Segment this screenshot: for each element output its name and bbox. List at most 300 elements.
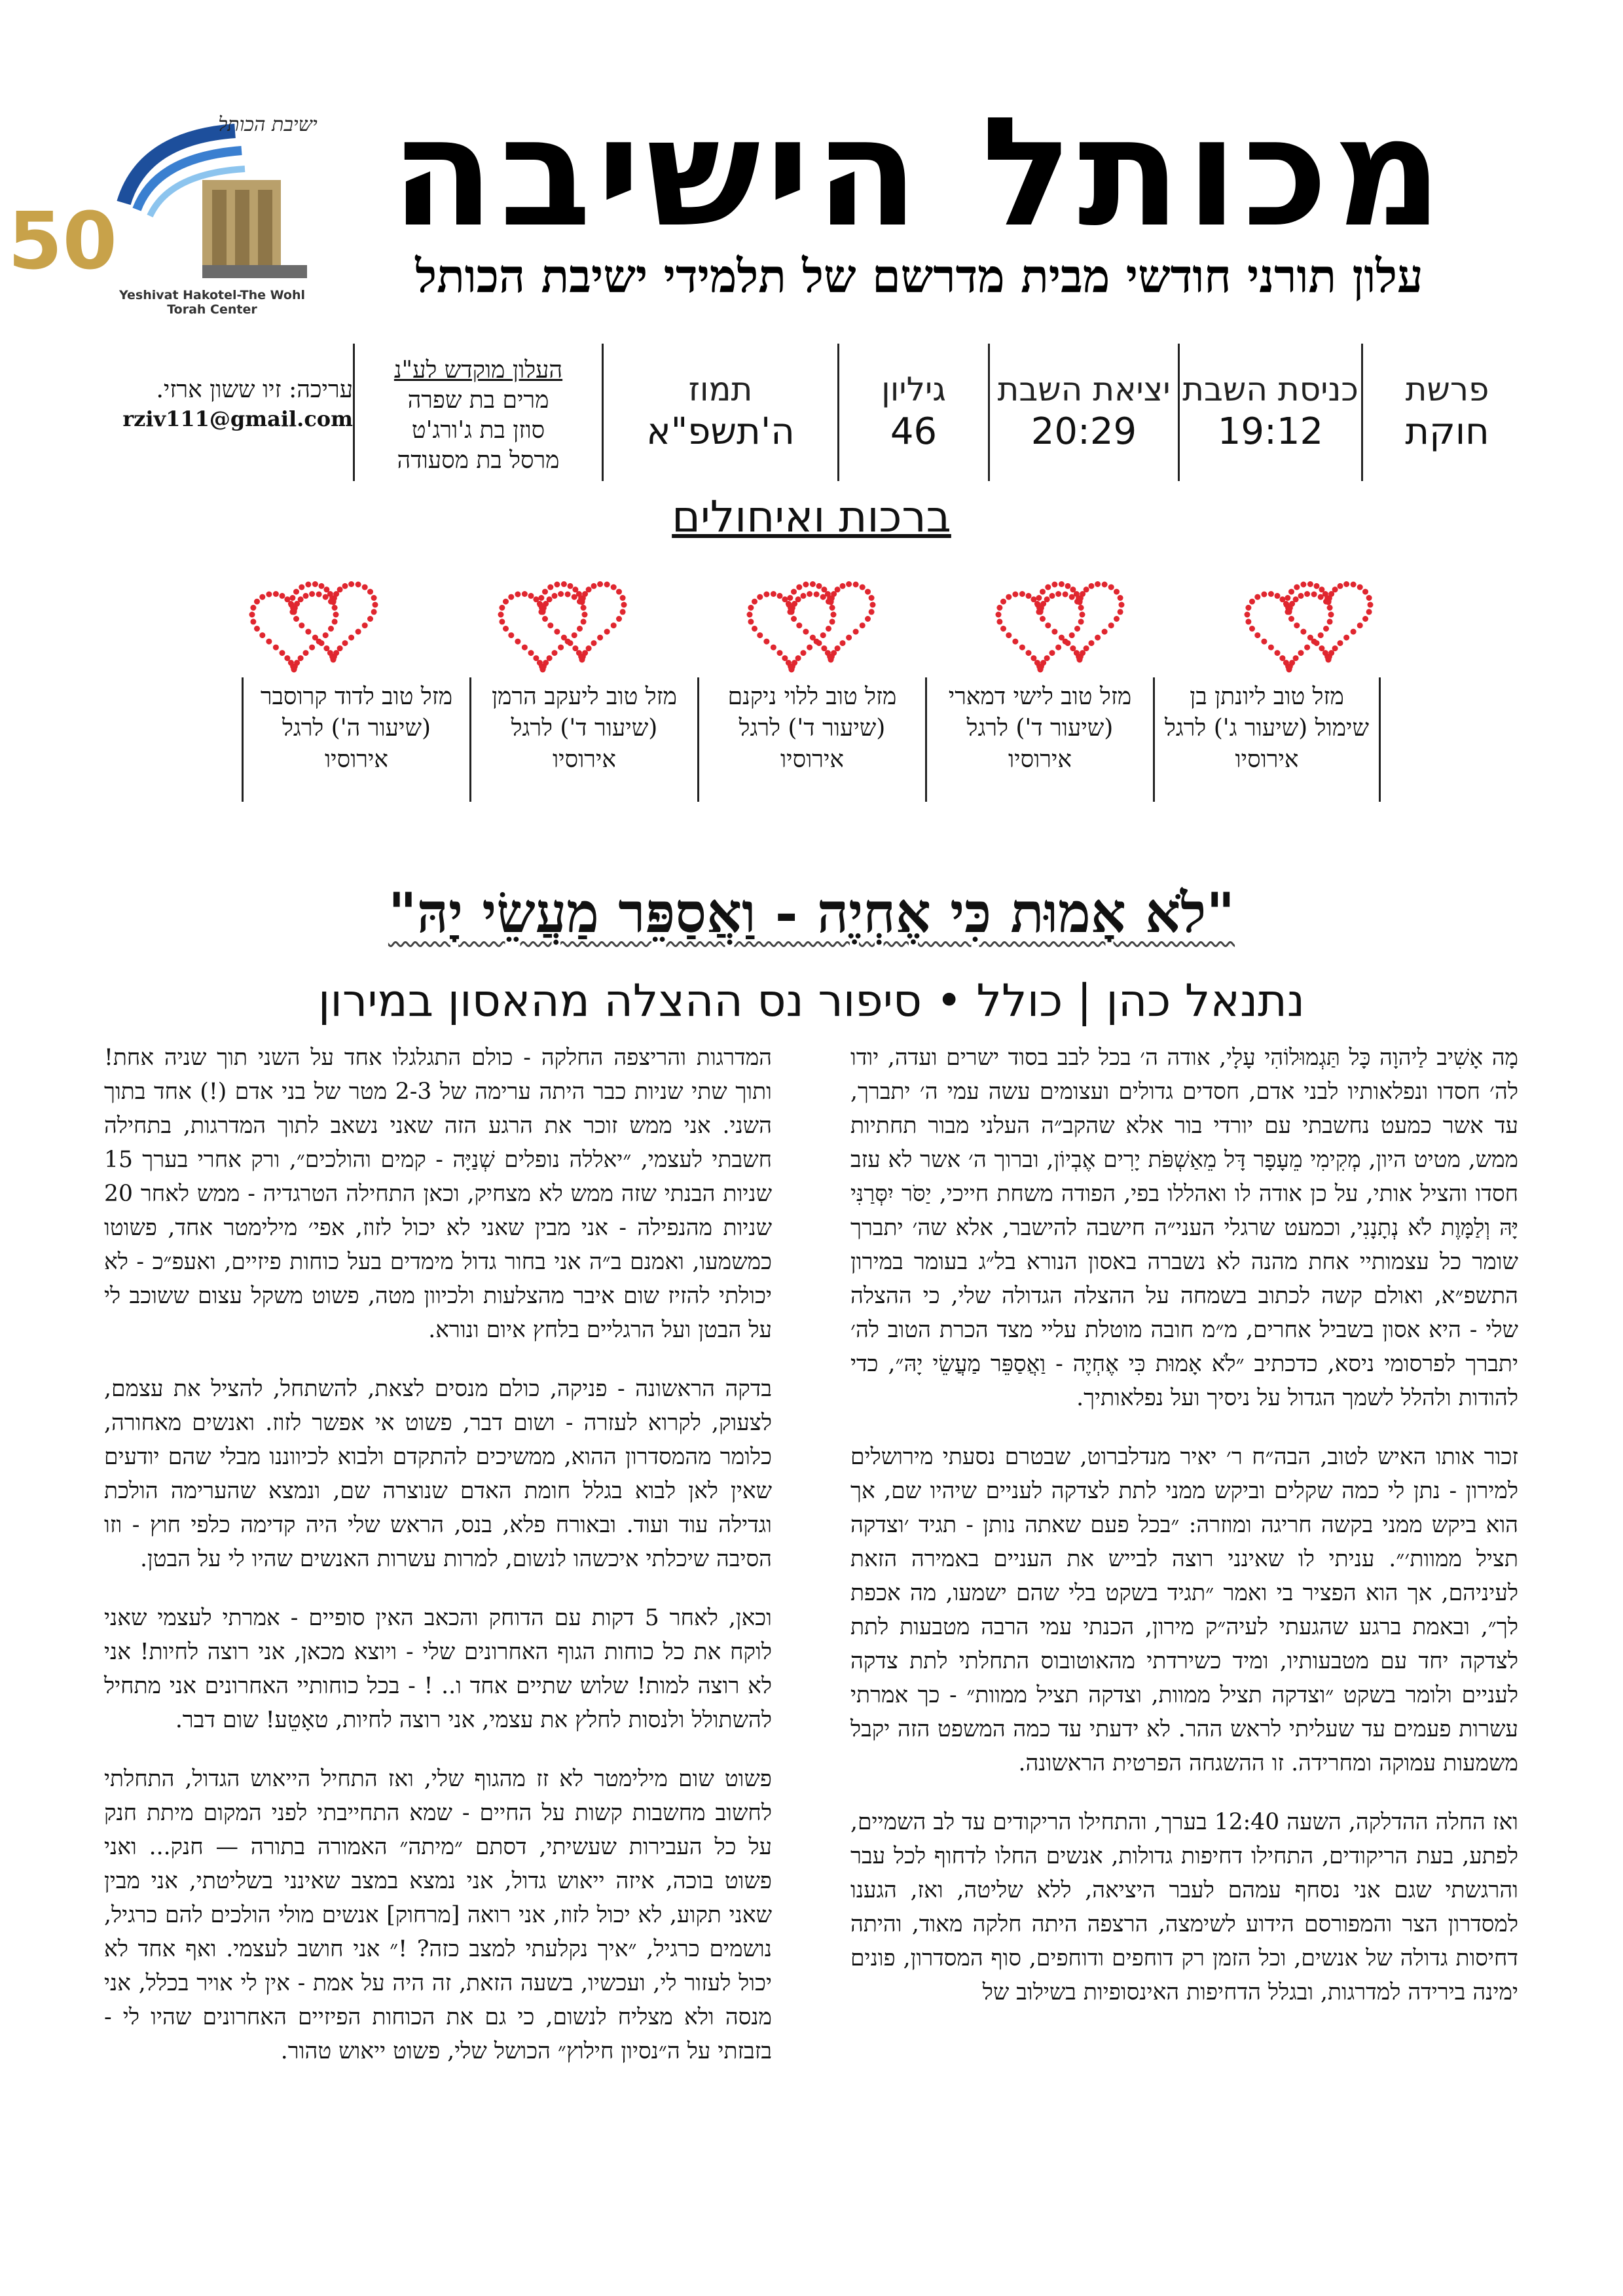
heart-dot xyxy=(288,660,294,666)
heart-dot xyxy=(616,589,622,595)
heart-dot xyxy=(1030,655,1036,661)
heart-dot xyxy=(577,626,583,632)
heart-dot xyxy=(554,582,560,588)
heart-dot xyxy=(1268,645,1274,651)
heart-dot xyxy=(568,583,574,589)
heart-dot xyxy=(1314,583,1320,589)
heart-dot xyxy=(1036,609,1042,615)
heart-dot xyxy=(293,616,299,622)
heart-dot xyxy=(312,581,318,587)
heart-dot xyxy=(1245,605,1251,611)
heart-dot xyxy=(1108,622,1114,628)
heart-dot xyxy=(552,650,558,656)
heart-dot xyxy=(621,602,627,608)
heart-dot xyxy=(996,619,1002,624)
heart-dot xyxy=(996,605,1002,611)
heart-dot xyxy=(870,602,876,608)
heart-dot xyxy=(1314,640,1320,646)
heart-dot xyxy=(342,640,348,646)
heart-dot xyxy=(1051,629,1057,635)
shabbat-start-time: 19:12 xyxy=(1217,410,1324,453)
heart-dot xyxy=(1362,616,1368,622)
year-value: ה'תשפ"א xyxy=(646,410,795,453)
heart-dot xyxy=(547,596,553,602)
heart-dot xyxy=(1074,626,1080,632)
heart-dot xyxy=(1044,596,1050,602)
heart-dot xyxy=(1307,635,1313,641)
heart-dot xyxy=(795,596,801,602)
heart-dot xyxy=(1108,584,1114,590)
double-heart-icon xyxy=(490,563,634,681)
heart-dot xyxy=(787,595,793,601)
heart-dot xyxy=(611,622,617,628)
heart-dot xyxy=(581,619,587,624)
double-heart-icon xyxy=(242,563,386,681)
article-title xyxy=(0,877,1623,949)
hearts-row xyxy=(242,563,1381,681)
heart-dot xyxy=(1362,589,1368,595)
heart-dot xyxy=(1325,598,1331,604)
heart-dot xyxy=(860,584,866,590)
heart-dot xyxy=(522,645,528,651)
heart-dot xyxy=(1119,602,1125,608)
month-label: תמוז xyxy=(688,370,753,408)
heart-dot xyxy=(1284,602,1290,608)
heart-dot xyxy=(1055,591,1061,597)
heart-dot xyxy=(1095,635,1101,641)
heart-dot xyxy=(1063,592,1068,598)
heart-dot xyxy=(1275,593,1281,599)
blessings-row xyxy=(242,677,1381,802)
heart-dot xyxy=(1338,640,1343,646)
heart-dot xyxy=(763,639,769,645)
heart-dot xyxy=(1368,602,1374,608)
heart-dot xyxy=(591,640,597,646)
heart-dot xyxy=(846,581,852,587)
heart-dot xyxy=(568,640,574,646)
article-title-text: "לֹא אָמוּת כִּי אֶחְיֶה - וַאֲסַפֵּר מַעֲשֵׂי יָהּ" xyxy=(388,880,1235,945)
heart-dot xyxy=(830,619,835,624)
heart-dot xyxy=(1288,589,1294,595)
heart-dot xyxy=(786,660,792,666)
heart-dot xyxy=(786,602,792,608)
heart-dot xyxy=(1065,583,1071,589)
heart-dot xyxy=(538,602,543,608)
heart-dot xyxy=(835,586,841,592)
issue-info-row xyxy=(91,344,1531,481)
shabbat-start-label: כניסת השבת xyxy=(1182,370,1359,408)
heart-dot xyxy=(323,645,329,651)
heart-dot xyxy=(1332,645,1338,651)
heart-dot xyxy=(330,598,336,604)
heart-dot xyxy=(547,584,553,590)
heart-dot xyxy=(303,593,309,599)
heart-dot xyxy=(801,650,807,656)
heart-dot xyxy=(327,650,333,656)
heart-dot xyxy=(565,592,571,598)
double-heart-icon xyxy=(1237,563,1381,681)
heart-dot xyxy=(814,592,820,598)
heart-dot xyxy=(748,605,754,611)
heart-dot xyxy=(371,609,377,615)
heart-dot xyxy=(1293,596,1299,602)
heart-dot xyxy=(515,592,520,598)
heart-dot xyxy=(581,605,587,611)
heart-dot xyxy=(1045,584,1051,590)
heart-dot xyxy=(840,640,846,646)
blessing-item: מזל טוב ליעקב הרמן (שיעור ד') לרגל אירוסיו xyxy=(469,677,697,802)
heart-dot xyxy=(579,598,585,604)
dedication-title: העלון מוקדש לע"נ xyxy=(393,357,563,384)
heart-dot xyxy=(1298,593,1304,599)
heart-dot xyxy=(1319,645,1324,651)
double-heart-icon xyxy=(988,563,1132,681)
heart-dot xyxy=(620,595,626,601)
article-column-left xyxy=(104,1041,772,2093)
editor-cell xyxy=(91,344,353,481)
heart-dot xyxy=(558,645,564,651)
heart-dot xyxy=(757,594,763,600)
issue-number-cell xyxy=(837,344,988,481)
heart-dot xyxy=(763,592,769,598)
heart-dot xyxy=(1012,592,1018,598)
heart-dot xyxy=(582,612,588,618)
heart-dot xyxy=(337,586,343,592)
heart-dot xyxy=(1035,602,1041,608)
heart-dot xyxy=(1288,616,1294,622)
editor-name: עריכה: זיו ששון ארזי. xyxy=(156,376,353,403)
heart-dot xyxy=(860,622,866,628)
heart-dot xyxy=(319,640,325,646)
heart-dot xyxy=(499,619,505,624)
article-paragraph: פשוט שום מילימטר לא זז מהגוף שלי, ואז התחיל הייאוש הגדול, התחלתי לחשוב מחשבות קשות על החיים - שמא התחייבתי לפני המקום מיתת חנק על כל העבירות שעשיתי, דסתם ״מיתה״ האמורה בתורה — חנק... ואני פשוט בוכה, איזה ייאוש גדול, אני נמצא במצב שאינני בשליטתי, אני מבין שאני תקוע, לא יכול לזוז, אני רואה [מרחוק] אנשים מולי הולכים להם כרגיל, נושמים כרגיל, ״איך נקלעתי למצב כזה? !״ אני חושב לעצמי. ואף אחד לא יכול לעזור לי, ועכשיו, בשעה הזאת, זה היה על אמת - אין לי אויר בכלל, אני מנסה ולא מצליח לנשום, כי גם את הכוחות הפיזיים האחרונים שהיו לי - בזבזתי על ה״נסיון חילוץ״ הכושל שלי, פשוט ייאוש טהור. xyxy=(104,1766,772,2064)
heart-dot xyxy=(869,595,875,601)
heart-dot xyxy=(801,593,807,599)
heart-dot xyxy=(280,593,285,599)
heart-dot xyxy=(373,602,378,608)
heart-dot xyxy=(1065,640,1071,646)
shabbat-end-label: יציאת השבת xyxy=(997,370,1171,408)
heart-dot xyxy=(1332,586,1338,592)
heart-dot xyxy=(266,592,272,598)
heart-dot xyxy=(1051,582,1057,588)
heart-dot xyxy=(348,581,354,587)
heart-dot xyxy=(538,609,544,615)
heart-dot xyxy=(1327,619,1333,624)
blessing-item: מזל טוב לדוד קרוסבר (שיעור ה') לרגל אירוסיו xyxy=(242,677,469,802)
issue-number-label: גיליון xyxy=(881,370,946,408)
heart-dot xyxy=(1307,581,1313,587)
heart-dot xyxy=(787,609,793,615)
heart-dot xyxy=(1078,605,1084,611)
heart-dot xyxy=(309,591,315,597)
heart-dot xyxy=(1245,612,1250,618)
heart-dot xyxy=(1045,622,1051,628)
heart-dot xyxy=(280,650,285,656)
heart-dot xyxy=(771,591,776,597)
heart-dot xyxy=(1044,655,1050,661)
heart-dot xyxy=(1343,635,1349,641)
article-column-right xyxy=(850,1041,1518,2034)
heart-dot xyxy=(498,612,504,618)
heart-dot xyxy=(1304,591,1310,597)
heart-dot xyxy=(305,582,311,588)
heart-dot xyxy=(865,616,871,622)
heart-dot xyxy=(1084,586,1089,592)
dedication-name: מרים בת שפרה xyxy=(407,387,549,414)
heart-dot xyxy=(807,591,812,597)
parsha-value: חוקת xyxy=(1405,410,1489,453)
blessing-item: מזל טוב לישי דמארי (שיעור ד') לרגל אירוסיו xyxy=(925,677,1153,802)
heart-dot xyxy=(1102,582,1108,588)
heart-dot xyxy=(810,635,816,641)
masthead xyxy=(8,86,1518,317)
heart-dot xyxy=(1049,593,1055,599)
heart-dot xyxy=(1026,593,1032,599)
heart-dot xyxy=(1261,639,1267,645)
heart-dot xyxy=(752,599,757,605)
heart-dot xyxy=(1245,619,1251,624)
heart-dot xyxy=(371,595,377,601)
heart-dot xyxy=(1026,650,1032,656)
heart-dot xyxy=(554,629,560,635)
heart-dot xyxy=(273,591,279,597)
article-paragraph: ואז החלה ההדלקה, השעה 12:40 בערך, והתחילו הריקודים עד לב השמיים, לפתע, בעת הריקודים, התחילו דחיפות גדולות, אנשים החלו לדחוף לכל עבר והרגשתי שגם אני נסחף עמהם לעבר היציאה, ללא שליטה, ואז, הגענו למסדרון הצר והמפורסם הידוע לשימצה, הרצפה היתה חלקה מאוד, והיתה דחיסות גדולה של אנשים, וכל הזמן רק דוחפים ודוחפים, סוף המסדרון, פונים ימינה בירידה למדרגות, ובגלל הדחיפות האינסופיות בשילוב של xyxy=(850,1809,1519,2005)
double-heart-icon xyxy=(739,563,883,681)
heart-dot xyxy=(757,632,763,638)
heart-dot xyxy=(299,584,304,590)
heart-dot xyxy=(273,645,279,651)
heart-dot xyxy=(771,645,776,651)
heart-dot xyxy=(821,645,827,651)
article-byline: נתנאל כהן | כולל • סיפור נס ההצלה מהאסון במירון xyxy=(318,975,1305,1027)
heart-dot xyxy=(820,632,826,638)
heart-dot xyxy=(305,629,311,635)
heart-dot xyxy=(289,602,295,608)
heart-dot xyxy=(1059,635,1065,641)
heart-dot xyxy=(1006,594,1012,600)
heart-dot xyxy=(747,612,753,618)
heart-dot xyxy=(1322,650,1328,656)
heart-dot xyxy=(1357,584,1363,590)
heart-dot xyxy=(831,612,837,618)
heart-dot xyxy=(254,599,260,605)
dedication-name: סוזן בת ג'ורג'ט xyxy=(411,417,545,444)
heart-dot xyxy=(1249,599,1255,605)
heart-dot xyxy=(1089,583,1095,589)
heart-dot xyxy=(1080,612,1085,618)
heart-dot xyxy=(586,645,592,651)
heart-dot xyxy=(299,622,304,628)
heart-dot xyxy=(1275,650,1281,656)
blessing-item: מזל טוב ללוי ניקנם (שיעור ד') לרגל אירוסיו xyxy=(697,677,925,802)
heart-dot xyxy=(298,596,304,602)
heart-dot xyxy=(1036,595,1042,601)
shabbat-start-cell xyxy=(1178,344,1361,481)
heart-dot xyxy=(1019,645,1025,651)
heart-dot xyxy=(266,639,272,645)
heart-dot xyxy=(846,635,852,641)
heart-dot xyxy=(572,645,578,651)
heart-dot xyxy=(558,591,564,597)
heart-dot xyxy=(1318,632,1324,638)
heart-dot xyxy=(591,583,597,589)
heart-dot xyxy=(1357,622,1363,628)
heart-dot xyxy=(1323,626,1329,632)
heart-dot xyxy=(289,609,295,615)
heart-dot xyxy=(1351,629,1357,635)
heart-dot xyxy=(828,598,833,604)
heart-dot xyxy=(332,619,338,624)
heart-dot xyxy=(1298,650,1304,656)
heart-dot xyxy=(1311,592,1317,598)
heart-dot xyxy=(1084,645,1089,651)
heart-dot xyxy=(1249,626,1255,632)
heart-dot xyxy=(791,589,797,595)
blessings-title: ברכות ואיחולים xyxy=(672,492,951,542)
heart-dot xyxy=(1074,650,1080,656)
heart-dot xyxy=(515,639,520,645)
heart-dot xyxy=(293,589,299,595)
heart-dot xyxy=(1118,595,1123,601)
heart-dot xyxy=(1283,660,1289,666)
dedication-cell xyxy=(353,344,602,481)
heart-dot xyxy=(1012,639,1018,645)
heart-dot xyxy=(782,655,788,661)
heart-dot xyxy=(1304,645,1310,651)
heart-dot xyxy=(309,645,315,651)
heart-dot xyxy=(1078,619,1084,624)
heart-dot xyxy=(1040,589,1046,595)
heart-dot xyxy=(1268,591,1274,597)
heart-dot xyxy=(367,589,373,595)
heart-dot xyxy=(825,650,831,656)
logo-graphic-icon xyxy=(8,105,318,295)
heart-dot xyxy=(323,632,329,638)
heart-dot xyxy=(499,605,505,611)
heart-dot xyxy=(254,626,260,632)
heart-dot xyxy=(1114,616,1120,622)
heart-dot xyxy=(342,583,348,589)
heart-dot xyxy=(259,594,265,600)
heart-dot xyxy=(547,622,553,628)
heart-dot xyxy=(537,660,543,666)
heart-dot xyxy=(826,626,831,632)
heart-dot xyxy=(362,622,368,628)
parsha-label: פרשת xyxy=(1405,370,1489,408)
heart-dot xyxy=(528,650,534,656)
heart-dot xyxy=(1279,655,1285,661)
heart-dot xyxy=(1261,592,1267,598)
heart-dot xyxy=(1285,595,1290,601)
heart-dot xyxy=(611,584,617,590)
heart-dot xyxy=(249,612,255,618)
heart-dot xyxy=(1366,595,1372,601)
heart-dot xyxy=(561,635,567,641)
heart-dot xyxy=(1328,612,1334,618)
heart-dot xyxy=(312,635,318,641)
heart-dot xyxy=(289,595,295,601)
heart-dot xyxy=(503,599,509,605)
heart-dot xyxy=(1089,640,1095,646)
article-paragraph: בדקה הראשונה - פניקה, כולם מנסים לצאת, להשתחל, להציל את עצמם, לצעוק, לקרוא לעזרה - ושום דבר, פשוט אי אפשר לזוז. ואנשים מאחורה, כלומר מהמסדרון ההוא, ממשיכים להתקדם ולבוא לכיווננו מבלי שהם יודעים שאין לאן לבוא בגלל חומת האדם שנוצרה שם, ונמצא שהערימה הולכת וגדילה עוד ועוד. ובאורח פלא, בנס, הראש שלי היה קדימה כלפי חוץ - וזו הסיבה שיכלתי איכשהו לנשום, למרות עשרות האנשים שהיו לי על הבטן. xyxy=(104,1376,773,1572)
newsletter-title: מכותל הישיבה xyxy=(390,86,1448,260)
heart-dot xyxy=(597,635,603,641)
heart-dot xyxy=(1000,626,1006,632)
heart-dot xyxy=(522,591,528,597)
heart-dot xyxy=(996,612,1002,618)
heart-dot xyxy=(853,582,859,588)
shabbat-end-cell xyxy=(988,344,1178,481)
heart-dot xyxy=(528,593,534,599)
heart-dot xyxy=(796,584,802,590)
heart-dot xyxy=(1019,591,1025,597)
heart-dot xyxy=(791,616,797,622)
heart-dot xyxy=(777,593,783,599)
heart-dot xyxy=(807,645,812,651)
heart-dot xyxy=(869,609,875,615)
heart-dot xyxy=(547,655,553,661)
heart-dot xyxy=(303,650,309,656)
heart-dot xyxy=(1351,582,1357,588)
article-paragraph: זכור אותו האיש לטוב, הבה״ח ר׳ יאיר מנדלברוט, שבטרם נסעתי מירושלים למירון - נתן לי כמה שקלים וביקש ממני לתת לצדקה לעניים שיהיו שם, אך הוא ביקש ממני בקשה חריגה ומוזרה: ״בכל פעם שאתה נותן - תגיד ׳וצדקה תציל ממוות׳״. עניתי לו שאינני רוצה לבייש את העניים באמירה הזאת לעיניהם, אך הוא הפציר בי ואמר ״תגיד בשקט בלי שהם ישמעו, מה אכפת לך״, ובאמת ברגע שהגעתי לעיה״ק מירון, הכנתי עמי הרבה מטבעות לתת לצדקה יחד עם מטבעותיו, ומיד כשירדתי מהאוטובוס התחלתי לתת צדקה לעניים ולומר בשקט ״וצדקה תציל ממוות, וצדקה תציל ממוות״ - כך אמרתי עשרות פעמים עד שעליתי לראש ההר. לא ידעתי עד כמה המשפט הזה יקבל משמעות עמוקה ומחרידה. זו ההשגחה הפרטית הראשונה. xyxy=(850,1444,1518,1776)
heart-dot xyxy=(1095,581,1101,587)
heart-dot xyxy=(1102,629,1108,635)
heart-dot xyxy=(1000,599,1006,605)
heart-dot xyxy=(586,586,592,592)
heart-dot xyxy=(616,616,622,622)
heart-dot xyxy=(362,584,368,590)
heart-dot xyxy=(1069,632,1075,638)
logo-caption: Yeshivat Hakotel-The Wohl Torah Center xyxy=(119,288,305,317)
heart-dot xyxy=(835,645,841,651)
heart-dot xyxy=(298,655,304,661)
heart-dot xyxy=(250,619,256,624)
heart-dot xyxy=(796,622,802,628)
article-paragraph: מָה אָשִׁיב לַיהוָה כָּל תַּגְמוּלוֹהִי עָלָי, אודה ה׳ בכל לבב בסוד ישרים ועדה, יודו לה׳ חסדו ונפלאותיו לבני אדם, חסדים גדולים ועצומים עשה עמי ה׳ יתברך, עד אשר כמעט נחשבתי עם יורדי בור אלא שהקב״ה העלני מבור תחתיות ממש, מטיט היון, מְקִימִי מֵעָפָר דָּל מֵאַשְׁפֹּת יָרִים אֶבְיוֹן, וברוך ה׳ אשר לא עזב חסדו והציל אותי, על כן אודה לו ואהללו בפי, הפודה משחת חייכי, יַסֹּר יִסְּרַנִּי יָּהּ וְלַמָּוֶת לֹא נְתָנָנִי, וכמעט שרגלי העני״ה חישבה להישבר, אלא שה׳ יתברך שומר כל עצמותיי אחת מהנה לא נשברה באסון הנורא בל״ג בעומר במירון התשפ״א, ואולם קשה לכתוב בשמחה על ההצלה הגדולה שלי, כי ההצלה שלי - היא אסון בשביל אחרים, מ״מ חובה מוטלת עליי מצד הכרת הטוב לה׳ יתברך לפרסומי ניסא, כדכתיב ״לֹא אָמוּת כִּי אֶחְיֶה - וַאֲסַפֵּר מַעֲשֵׂי יָהּ״, כדי להודות ולהלל לשמך הגדול על ניסיך ועל נפלאותיך. xyxy=(850,1045,1518,1411)
shabbat-end-time: 20:29 xyxy=(1030,410,1137,453)
heart-dot xyxy=(803,629,809,635)
heart-dot xyxy=(830,605,835,611)
heart-dot xyxy=(604,629,610,635)
editor-email[interactable]: rziv111@gmail.com xyxy=(122,406,353,431)
issue-number: 46 xyxy=(890,410,938,453)
heart-dot xyxy=(1294,584,1300,590)
heart-dot xyxy=(1294,622,1300,628)
heart-dot xyxy=(508,594,514,600)
heart-dot xyxy=(816,583,822,589)
heart-dot xyxy=(748,619,754,624)
date-cell xyxy=(602,344,837,481)
heart-dot xyxy=(316,592,322,598)
heart-dot xyxy=(853,629,859,635)
heart-dot xyxy=(1040,616,1046,622)
heart-dot xyxy=(367,616,373,622)
heart-dot xyxy=(542,616,548,622)
heart-dot xyxy=(1338,583,1343,589)
heart-dot xyxy=(1070,645,1076,651)
heart-dot xyxy=(1300,629,1306,635)
heart-dot xyxy=(1076,598,1082,604)
heart-dot xyxy=(333,612,339,618)
heart-dot xyxy=(840,583,846,589)
yeshiva-logo xyxy=(8,105,318,314)
heart-dot xyxy=(250,605,256,611)
heart-dot xyxy=(752,626,757,632)
heart-dot xyxy=(572,632,577,638)
heart-dot xyxy=(356,629,361,635)
heart-dot xyxy=(284,655,290,661)
